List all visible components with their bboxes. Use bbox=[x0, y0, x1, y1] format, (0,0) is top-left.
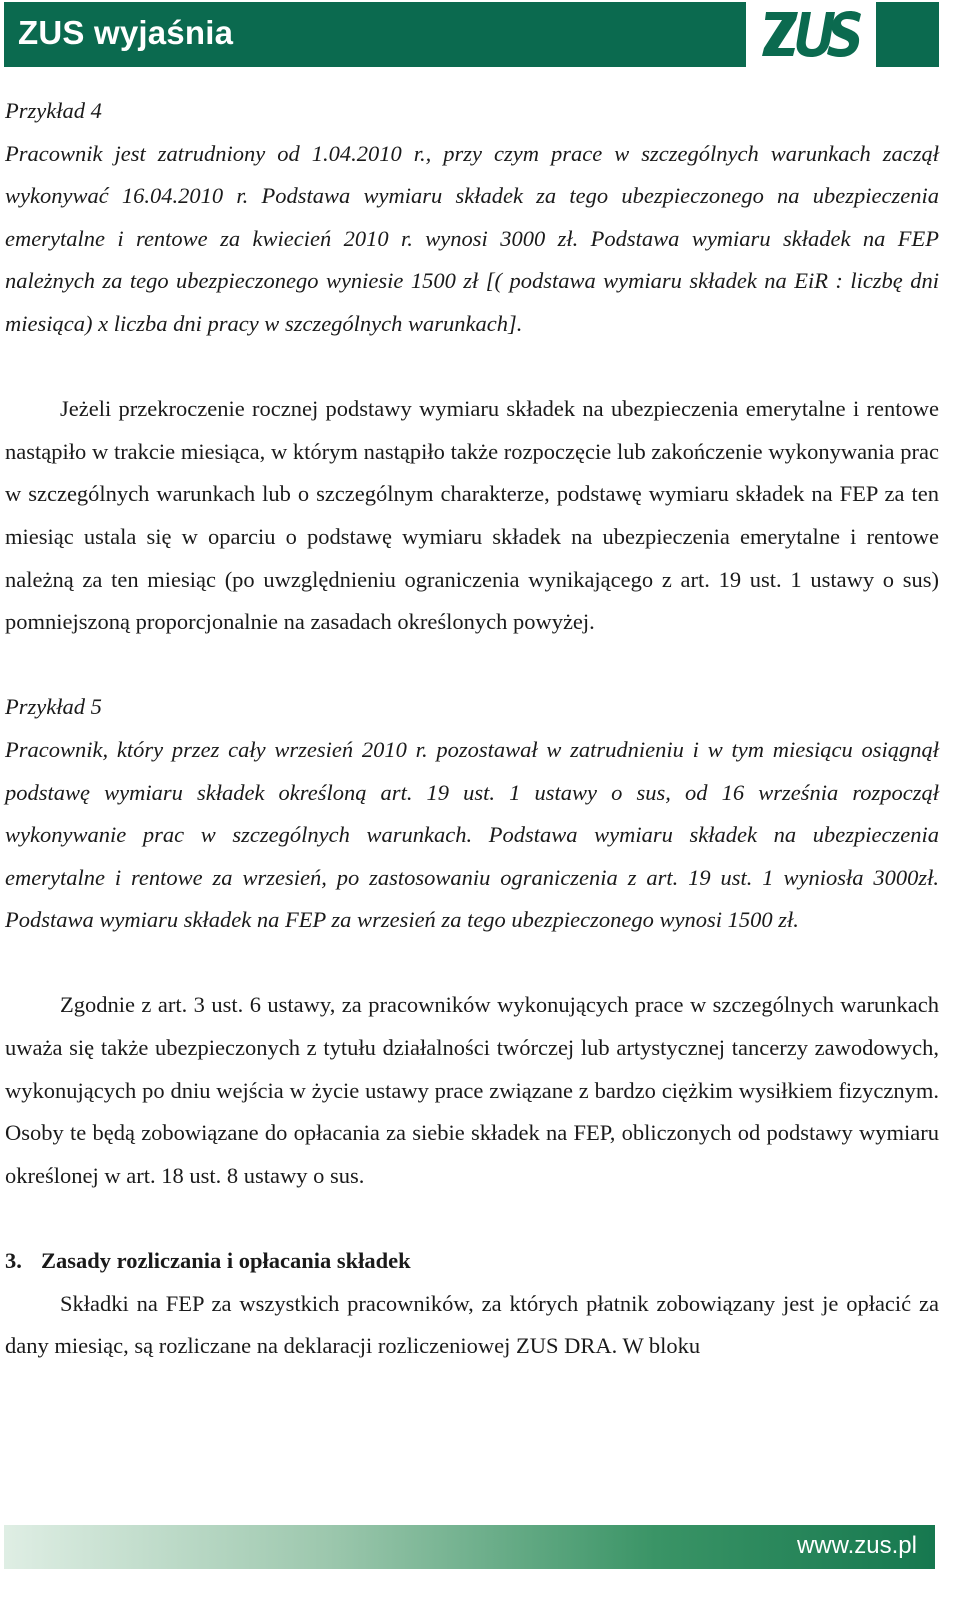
example-4-text: Pracownik jest zatrudniony od 1.04.2010 r., przy czym prace w szczególnych warunkach zaczął wykonywać 16.04.2010 r. Podstawa wymiaru składek za tego ubezpieczonego na ubezpieczenia emerytalne i rentowe za kwiecień 2010 r. wynosi 3000 zł. Podstawa wymiaru składek na FEP należnych za tego ubezpieczonego wyniesie 1500 zł [( podstawa wymiaru składek na EiR : liczbę dni miesiąca) x liczba dni pracy w szczególnych warunkach]. bbox=[5, 140, 939, 336]
section-3-heading bbox=[5, 1240, 939, 1283]
zus-logo bbox=[762, 6, 862, 62]
page-footer bbox=[4, 1525, 935, 1569]
section-3-number: 3. bbox=[5, 1248, 22, 1274]
header-accent-block bbox=[876, 2, 939, 67]
section-3-title: Zasady rozliczania i opłacania składek bbox=[41, 1248, 411, 1274]
footer-url[interactable]: www.zus.pl bbox=[796, 1532, 917, 1559]
header-title: ZUS wyjaśnia bbox=[18, 14, 234, 51]
example-5-label: Przykład 5 bbox=[5, 694, 102, 720]
paragraph-dancers: Zgodnie z art. 3 ust. 6 ustawy, za pracowników wykonujących prace w szczególnych warunkach uważa się także ubezpieczonych z tytułu działalności twórczej lub artystycznej tancerzy zawodowych, wykonujących po dniu wejścia w życie ustawy prace związane z bardzo ciężkim wysiłkiem fizycznym. Osoby te będą zobowiązane do opłacania za siebie składek na FEP, obliczonych od podstawy wymiaru określonej w art. 18 ust. 8 ustawy o sus. bbox=[5, 992, 939, 1188]
section-3-text: Składki na FEP za wszystkich pracowników, za których płatnik zobowiązany jest je opłacić za dany miesiąc, są rozliczane na deklaracji rozliczeniowej ZUS DRA. W bloku bbox=[5, 1290, 939, 1359]
example-5-text: Pracownik, który przez cały wrzesień 2010 r. pozostawał w zatrudnieniu i w tym miesiącu osiągnął podstawę wymiaru składek określoną art. 19 ust. 1 ustawy o sus, od 16 września rozpoczął wykonywanie prac w szczególnych warunkach. Podstawa wymiaru składek na ubezpieczenia emerytalne i rentowe za wrzesień, po zastosowaniu ograniczenia z art. 19 ust. 1 wyniosła 3000zł. Podstawa wymiaru składek na FEP za wrzesień za tego ubezpieczonego wynosi 1500 zł. bbox=[5, 736, 939, 933]
example-4-label: Przykład 4 bbox=[5, 98, 102, 123]
document-body bbox=[5, 90, 939, 1368]
header-bar bbox=[4, 2, 746, 67]
paragraph-annual-limit: Jeżeli przekroczenie rocznej podstawy wymiaru składek na ubezpieczenia emerytalne i rentowe nastąpiło w trakcie miesiąca, w którym nastąpiło także rozpoczęcie lub zakończenie wykonywania prac w szczególnych warunkach lub o szczególnym charakterze, podstawę wymiaru składek na FEP za ten miesiąc ustala się w oparciu o podstawę wymiaru składek na ubezpieczenia emerytalne i rentowe należną za ten miesiąc (po uwzględnieniu ograniczenia wynikającego z art. 19 ust. 1 ustawy o sus) pomniejszoną proporcjonalnie na zasadach określonych powyżej. bbox=[5, 396, 939, 635]
